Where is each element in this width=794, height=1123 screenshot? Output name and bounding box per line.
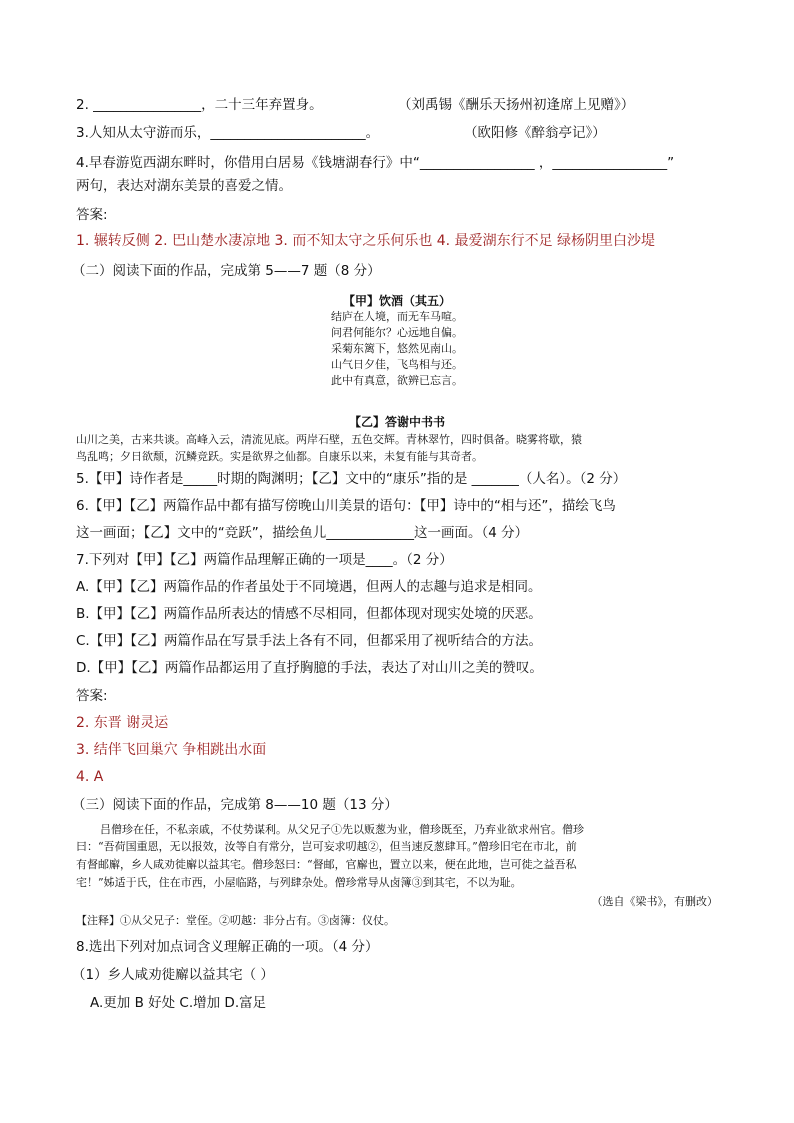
poem-line: 问君何能尔？心远地自偏。 [331,326,463,339]
passage-source: （选自《梁书》，有删改） [591,895,718,908]
answer-line: 4. A [76,769,104,785]
q3-line: 3.人知从太守游而乐，_______________________。 （欧阳修《醉翁亭记》） [76,125,606,141]
prose-line: 鸟乱鸣；夕日欲颓，沉鳞竞跃。实是欲界之仙都。自康乐以来，未复有能与其奇者。 [76,450,483,463]
question-8-1: （1）乡人咸劝徙廨以益其宅（ ） [72,967,274,983]
question-8: 8.选出下列对加点词含义理解正确的一项。（4 分） [76,939,379,955]
answer-line: 2. 东晋 谢灵运 [76,715,169,731]
annotation-note: 【注释】①从父兄子：堂侄。②叨越：非分占有。③卤簿：仪仗。 [76,914,395,927]
q4-line-2: 两句，表达对湖东美景的喜爱之情。 [76,178,292,194]
question-8-1-options: A.更加 B 好处 C.增加 D.富足 [90,995,267,1011]
passage-line: 曰：“吾荷国重恩，无以报效，汝等自有常分，岂可妄求叨越②，但当速反葱肆耳。”僧珍旧宅在市北，前 [76,840,577,853]
poem-line: 此中有真意，欲辨已忘言。 [331,374,463,387]
question-5: 5.【甲】诗作者是_____时期的陶渊明；【乙】文中的“康乐”指的是 _______（人名）。（2 分） [76,471,627,487]
q2-line: 2. ________________，二十三年弃置身。 （刘禹锡《酬乐天扬州初逢席上见赠》） [76,97,635,113]
section-2-heading: （二）阅读下面的作品，完成第 5——7 题（8 分） [72,263,381,279]
option-c: C.【甲】【乙】两篇作品在写景手法上各有不同，但都采用了视听结合的方法。 [76,633,542,649]
option-a: A.【甲】【乙】两篇作品的作者虽处于不同境遇，但两人的志趣与追求是相同。 [76,579,542,595]
prose-line: 山川之美，古来共谈。高峰入云，清流见底。两岸石壁，五色交辉。青林翠竹，四时俱备。晓雾将歇，猿 [76,433,582,446]
question-6-cont: 这一画面；【乙】文中的“竞跃”，描绘鱼儿_____________这一画面。（4 分） [76,525,529,541]
poem-line: 结庐在人境，而无车马喧。 [331,310,463,323]
passage-line: 吕僧珍在任，不私亲戚，不仗势谋利。从父兄子①先以贩葱为业，僧珍既至，乃弃业欲求州官。僧珍 [100,823,584,836]
q4-line: 4.早春游览西湖东畔时，你借用白居易《钱塘湖春行》中“_________________ ，_________________” [76,155,675,171]
option-b: B.【甲】【乙】两篇作品所表达的情感不尽相同，但都体现对现实处境的厌恶。 [76,606,542,622]
section-3-heading: （三）阅读下面的作品，完成第 8——10 题（13 分） [72,797,398,813]
question-7: 7.下列对【甲】【乙】两篇作品理解正确的一项是____。（2 分） [76,552,453,568]
poem-line: 采菊东篱下，悠然见南山。 [331,342,463,355]
passage-line: 有督邮廨，乡人咸劝徙廨以益其宅。僧珍怒曰：“督邮，官廨也，置立以来，便在此地，岂可徙之益吾私 [76,858,577,871]
answer-line: 1. 辗转反侧 2. 巴山楚水凄凉地 3. 而不知太守之乐何乐也 4. 最爱湖东行不足 绿杨阴里白沙堤 [76,233,656,249]
passage-line: 宅！”姊适于氏，住在市西，小屋临路，与列肆杂处。僧珍常导从卤簿③到其宅，不以为耻。 [76,876,522,889]
option-d: D.【甲】【乙】两篇作品都运用了直抒胸臆的手法，表达了对山川之美的赞叹。 [76,660,543,676]
answer-label: 答案: [76,207,108,223]
prose-title: 【乙】答谢中书书 [348,415,445,429]
answer-label: 答案: [76,688,108,704]
question-6: 6.【甲】【乙】两篇作品中都有描写傍晚山川美景的语句：【甲】诗中的“相与还”，描绘飞鸟 [76,498,616,514]
answer-line: 3. 结伴飞回巢穴 争相跳出水面 [76,742,267,758]
poem-line: 山气日夕佳，飞鸟相与还。 [331,358,463,371]
poem-title: 【甲】饮酒（其五） [342,294,451,308]
